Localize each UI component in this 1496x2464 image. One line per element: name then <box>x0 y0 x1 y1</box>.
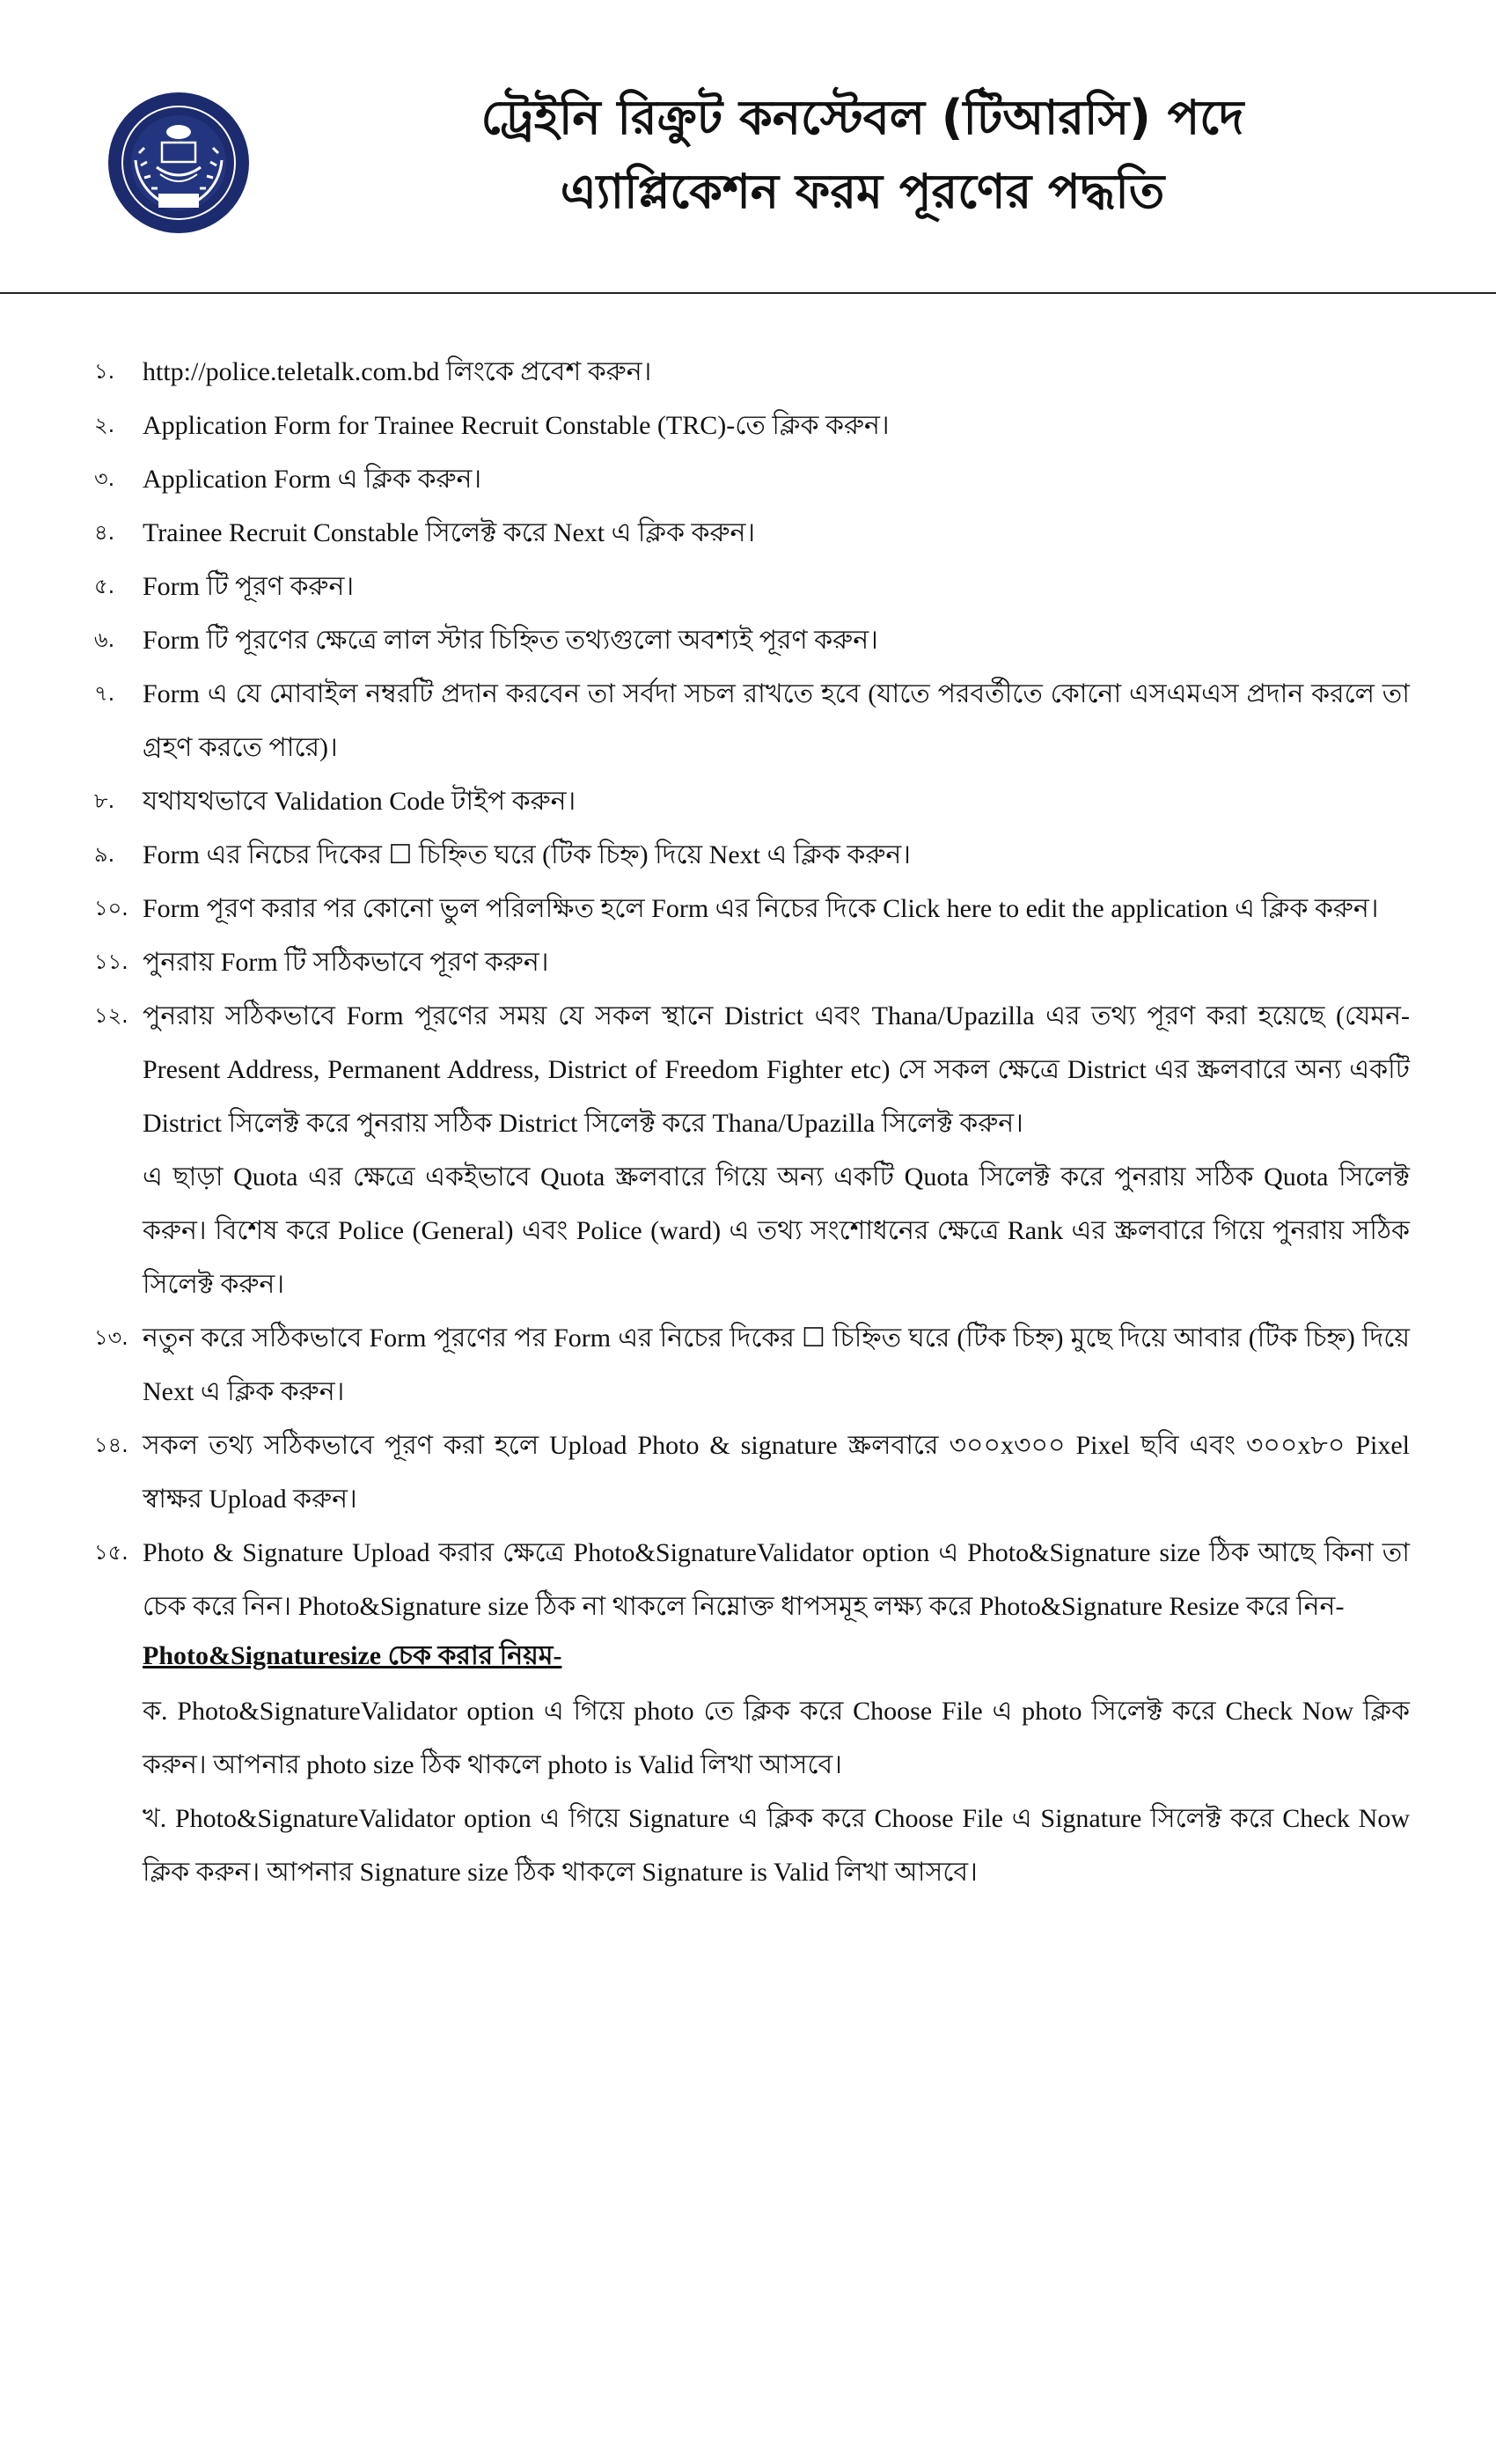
step-4 <box>0 506 1496 560</box>
rule-kha: খ. Photo&SignatureValidator option এ গিয়ে Signature এ ক্লিক করে Choose File এ Signature সিলেক্ট করে Check Now ক্লিক করুন। আপনার Signature size ঠিক থাকলে Signature is Valid লিখা আসবে। <box>143 1804 1410 1887</box>
step-15 <box>0 1526 1496 1633</box>
rule-ka: ক. Photo&SignatureValidator option এ গিয়ে photo তে ক্লিক করে Choose File এ photo সিলেক্ট করে Check Now ক্লিক করুন। আপনার photo size ঠিক থাকলে photo is Valid লিখা আসবে। <box>143 1697 1410 1779</box>
step-text: Form টি পূরণ করুন। <box>143 572 355 601</box>
step-14 <box>0 1419 1496 1526</box>
step-3 <box>0 452 1496 506</box>
header-divider <box>0 292 1496 294</box>
step-7 <box>0 667 1496 774</box>
step-text: পুনরায় Form টি সঠিকভাবে পূরণ করুন। <box>143 948 549 977</box>
step-text: যথাযথভাবে Validation Code টাইপ করুন। <box>143 787 576 816</box>
step-13 <box>0 1311 1496 1419</box>
step-1 <box>0 345 1496 399</box>
step-number: ২. <box>94 413 115 437</box>
step-9 <box>0 828 1496 882</box>
step-text: নতুন করে সঠিকভাবে Form পূরণের পর Form এর নিচের দিকের ☐ চিহ্নিত ঘরে (টিক চিহ্ন) মুছে দিয়ে আবার (টিক চিহ্ন) দিয়ে Next এ ক্লিক করুন। <box>143 1324 1410 1406</box>
step-number: ৪. <box>94 520 115 545</box>
step-number: ১৩. <box>94 1325 128 1350</box>
instruction-steps <box>0 345 1496 1633</box>
step-number: ৬. <box>94 627 115 652</box>
step-text: Application Form for Trainee Recruit Constable (TRC)-তে ক্লিক করুন। <box>143 411 890 440</box>
step-text: Form টি পূরণের ক্ষেত্রে লাল স্টার চিহ্নিত তথ্যগুলো অবশ্যই পূরণ করুন। <box>143 626 878 655</box>
step-8 <box>0 774 1496 828</box>
step-12-extra-paragraph: এ ছাড়া Quota এর ক্ষেত্রে একইভাবে Quota স্ক্রলবারে গিয়ে অন্য একটি Quota সিলেক্ট করে পুনরায় সঠিক Quota সিলেক্ট করুন। বিশেষ করে Police (General) এবং Police (ward) এ তথ্য সংশোধনের ক্ষেত্রে Rank এর স্ক্রলবারে গিয়ে পুনরায় সঠিক সিলেক্ট করুন। <box>143 1162 1410 1299</box>
step-text: http://police.teletalk.com.bd লিংকে প্রবেশ করুন। <box>143 357 652 386</box>
police-emblem-logo <box>107 92 250 234</box>
step-number: ১২. <box>94 1003 128 1028</box>
step-number: ১৫. <box>94 1540 128 1565</box>
step-number: ১১. <box>94 950 128 974</box>
step-11 <box>0 935 1496 989</box>
step-number: ৮. <box>94 788 115 813</box>
step-text: পুনরায় সঠিকভাবে Form পূরণের সময় যে সকল স্থানে District এবং Thana/Upazilla এর তথ্য পূরণ করা হয়েছে (যেমন- Present Address, Permanent Address, District of Freedom Fighter etc) সে সকল ক্ষেত্রে District এর স্ক্রলবারে অন্য একটি District সিলেক্ট করে পুনরায় সঠিক District সিলেক্ট করে Thana/Upazilla সিলেক্ট করুন। <box>143 1001 1410 1138</box>
page-title <box>334 81 1390 229</box>
title-line-2: এ্যাপ্লিকেশন ফরম পূরণের পদ্ধতি <box>560 164 1165 219</box>
photo-signature-rules-heading: Photo&Signaturesize চেক করার নিয়ম- <box>143 1641 562 1670</box>
step-number: ৩. <box>94 466 115 491</box>
step-number: ১০. <box>94 896 128 920</box>
step-5 <box>0 560 1496 613</box>
step-text: Application Form এ ক্লিক করুন। <box>143 465 482 494</box>
photo-signature-rules <box>0 1684 1496 1899</box>
step-number: ৫. <box>94 574 115 598</box>
step-2 <box>0 399 1496 452</box>
step-6 <box>0 613 1496 667</box>
page-header <box>0 0 1496 294</box>
title-line-1: ট্রেইনি রিক্রুট কনস্টেবল (টিআরসি) পদে <box>480 90 1244 145</box>
step-text: Trainee Recruit Constable সিলেক্ট করে Next এ ক্লিক করুন। <box>143 518 756 547</box>
step-text: Form পূরণ করার পর কোনো ভুল পরিলক্ষিত হলে Form এর নিচের দিকে Click here to edit the application এ ক্লিক করুন। <box>143 894 1379 923</box>
step-number: ৭. <box>94 681 115 706</box>
step-text: সকল তথ্য সঠিকভাবে পূরণ করা হলে Upload Photo & signature স্ক্রলবারে ৩০০x৩০০ Pixel ছবি এবং ৩০০x৮০ Pixel স্বাক্ষর Upload করুন। <box>143 1431 1410 1514</box>
step-10 <box>0 882 1496 935</box>
step-number: ১৪. <box>94 1433 128 1457</box>
step-number: ১. <box>94 359 115 384</box>
step-text: Photo & Signature Upload করার ক্ষেত্রে Photo&SignatureValidator option এ Photo&Signature size ঠিক আছে কিনা তা চেক করে নিন। Photo&Signature size ঠিক না থাকলে নিম্নোক্ত ধাপসমূহ লক্ষ্য করে Photo&Signature Resize করে নিন- <box>143 1538 1410 1621</box>
step-number: ৯. <box>94 842 115 867</box>
step-text: Form এর নিচের দিকের ☐ চিহ্নিত ঘরে (টিক চিহ্ন) দিয়ে Next এ ক্লিক করুন। <box>143 840 912 869</box>
step-text: Form এ যে মোবাইল নম্বরটি প্রদান করবেন তা সর্বদা সচল রাখতে হবে (যাতে পরবর্তীতে কোনো এসএমএস প্রদান করলে তা গ্রহণ করতে পারে)। <box>143 679 1410 762</box>
step-12 <box>0 989 1496 1150</box>
